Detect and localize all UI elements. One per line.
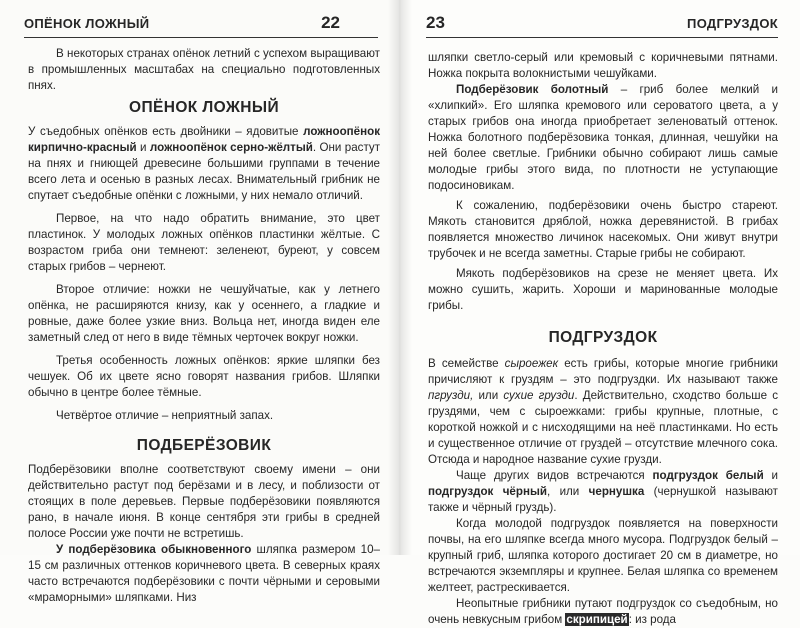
paragraph: Второе отличие: ножки не чешуйчатые, как у летнего опёнка, не расширяются книзу, как у осеннего, а гладкие и ровные, даже более узкие вниз. Вольца нет, иногда виден еле заметный след от него в виде тёмных черточек вокруг ножки.	[28, 283, 380, 344]
paragraph: У подберёзовика обыкновенного шляпка размером 10–15 см различных оттенков коричневого цвета. В северных краях часто встречаются подберёзовики с почти чёрными и серовыми «мраморными» шляпками. Низ	[28, 543, 380, 604]
left-running-header	[24, 14, 378, 36]
book-spine-shadow	[388, 0, 412, 555]
paragraph: Мякоть подберёзовиков на срезе не меняет цвета. Их можно сушить, жарить. Хороши и маринованные молодые грибы.	[428, 267, 778, 312]
left-page-number: 22	[321, 13, 340, 32]
paragraph: Первое, на что надо обратить внимание, это цвет пластинок. У молодых ложных опёнков пластинки жёлтые. С возрастом гриба они темнеют: зеленеют, буреют, у совсем старых грибов – чернеют.	[28, 212, 380, 273]
right-text-column	[428, 50, 778, 628]
paragraph: Чаще других видов встречаются подгруздок белый и подгруздок чёрный, или чернушка (чернушкой называют также и чёрный груздь).	[428, 469, 778, 514]
paragraph: Четвёртое отличие – неприятный запах.	[56, 409, 274, 422]
paragraph: Подберёзовики вполне соответствуют своему имени – они действительно растут под берёзами и в лесу, и поблизости от стоящих в поле деревьев. Первые подберёзовики появляются рано, в начале июня. В конце сентября эти грибы в средней полосе России уже почти не встретишь.	[28, 463, 380, 540]
highlighted-term: скрипицей	[566, 613, 628, 626]
left-page	[0, 0, 400, 604]
section-title-openok-lozhny: ОПЁНОК ЛОЖНЫЙ	[128, 99, 280, 116]
right-running-head: ПОДГРУЗДОК	[687, 16, 778, 31]
header-rule	[426, 37, 778, 38]
paragraph: Подберёзовик болотный – гриб более мелкий и «хлипкий». Его шляпка кремового или сероватого цвета, а у старых грибов она иногда приобретает зеленоватый оттенок. Ножка болотного подберёзовика тонкая, длинная, чешуйки на ней более светлые. Грибники обычно собирают лишь самые молодые грибы этого вида, по плотности не уступающие подосиновикам.	[428, 83, 779, 192]
section-title-podberezovik: ПОДБЕРЁЗОВИК	[136, 437, 272, 454]
left-text-column	[28, 46, 380, 606]
paragraph: Третья особенность ложных опёнков: яркие шляпки без чешуек. Об их цвете ясно говорят названия грибов. Шляпки обычно в центре более тёмные.	[28, 354, 380, 399]
paragraph: К сожалению, подберёзовики очень быстро стареют. Мякоть становится дряблой, ножка деревянистой. В грибах появляется множество личинок насекомых. Они живут внутри трубочек и не всегда заметны. Старые грибы не собирают.	[428, 199, 778, 260]
left-running-head: ОПЁНОК ЛОЖНЫЙ	[24, 16, 150, 31]
right-running-header	[426, 14, 778, 36]
paragraph: У съедобных опёнков есть двойники – ядовитые ложноопёнок кирпично-красный и ложноопёнок серно-жёлтый. Они растут на пнях и гниющей древесине большими группами в течение всего лета и осенью в разных лесах. Внимательный грибник не спутает съедобные опёнки с ложными, у них немало отличий.	[28, 125, 381, 202]
paragraph: шляпки светло-серый или кремовый с коричневыми пятнами. Ножка покрыта волокнистыми чешуйками.	[428, 51, 778, 80]
intro-paragraph: В некоторых странах опёнок летний с успехом выращивают в промышленных масштабах на специально подготовленных пнях.	[28, 47, 380, 92]
right-page-number: 23	[426, 13, 445, 32]
section-title-podgruzdok: ПОДГРУЗДОК	[548, 329, 658, 346]
paragraph: Неопытные грибники путают подгруздок со съедобным, но очень невкусным грибом скрипицей: из рода	[428, 597, 778, 626]
paragraph: Когда молодой подгруздок появляется на поверхности почвы, на его шляпке всегда много мусора. Подгруздок белый – крупный гриб, шляпка которого достигает 20 см в диаметре, но встречаются экземпляры и крупнее. Белая шляпка со временем желтеет, растрескивается.	[428, 517, 778, 594]
paragraph: В семействе сыроежек есть грибы, которые многие грибники причисляют к груздям – это подгруздки. Их называют также пгрузди, или сухие грузди. Действительно, сходство больше с груздями, чем с сыроежками: грибы крупные, плотные, с короткой ножкой и с нисходящими на неё пластинками. Но есть и существенное отличие от груздей – отсутствие млечного сока. Отсюда и народное название сухие грузди.	[428, 357, 778, 466]
right-page	[400, 0, 800, 626]
header-rule	[24, 37, 378, 38]
